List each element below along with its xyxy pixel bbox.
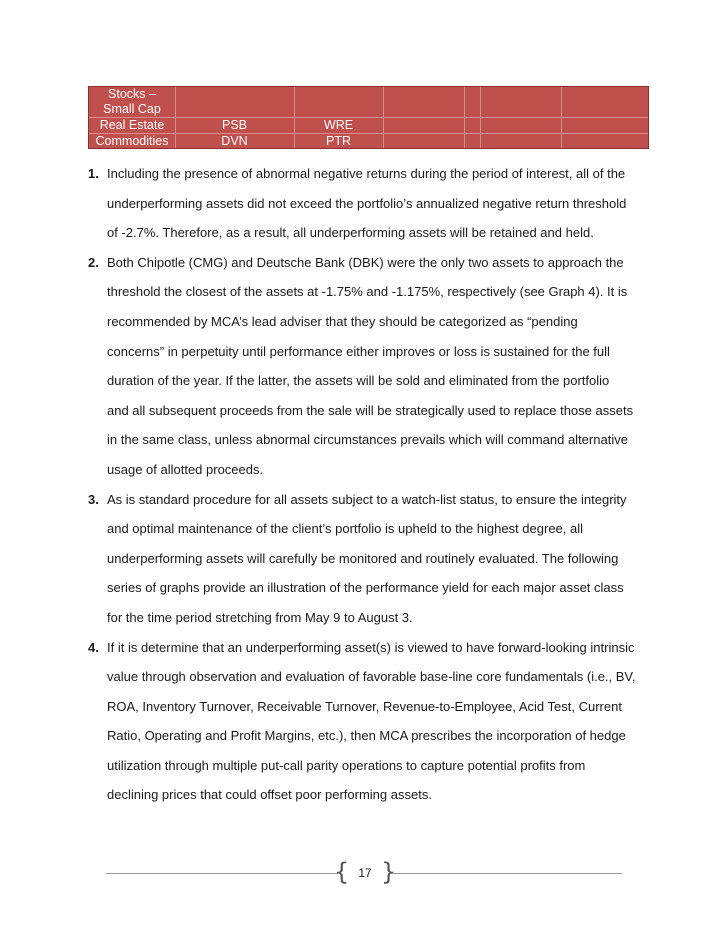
right-brace-icon: } — [381, 858, 397, 886]
list-item — [88, 485, 658, 633]
page-number: 17 — [358, 866, 372, 880]
list-item-number: 4. — [88, 639, 99, 655]
list-item-line: in the same class, unless abnormal circumstances prevails which will command alternative — [107, 432, 628, 448]
list-item-line: recommended by MCA’s lead adviser that they should be categorized as “pending — [107, 313, 578, 329]
list-item-line: underperforming assets will carefully be monitored and routinely evaluated. The following — [107, 550, 619, 566]
footer-rule-right — [393, 873, 622, 874]
list-item-line: value through observation and evaluation of favorable base-line core fundamentals (i.e., BV, — [107, 669, 636, 685]
list-item-line: ROA, Inventory Turnover, Receivable Turnover, Revenue-to-Employee, Acid Test, Current — [107, 698, 622, 714]
list-item-line: concerns” in perpetuity until performance either improves or loss is sustained for the full — [107, 343, 610, 359]
table-row-label: Real Estate — [99, 118, 165, 132]
list-item-line: duration of the year. If the latter, the assets will be sold and eliminated from the portfolio — [107, 373, 610, 389]
list-item — [88, 633, 658, 811]
list-item-line: of -2.7%. Therefore, as a result, all underperforming assets will be retained and held. — [107, 225, 594, 241]
list-item-line: for the time period stretching from May 9 to August 3. — [107, 609, 413, 625]
list-item-line: declining prices that could offset poor performing assets. — [107, 787, 432, 803]
list-item-line: As is standard procedure for all assets subject to a watch-list status, to ensure the integrity — [107, 491, 627, 507]
table-cell: PTR — [326, 134, 351, 148]
list-item — [88, 159, 658, 248]
list-item-number: 2. — [88, 254, 99, 270]
list-item-line: underperforming assets did not exceed the portfolio’s annualized negative return threshold — [107, 195, 627, 211]
list-item-line: Both Chipotle (CMG) and Deutsche Bank (DBK) were the only two assets to approach the — [107, 254, 624, 270]
list-item-line: usage of allotted proceeds. — [107, 461, 264, 477]
list-item-line: threshold the closest of the assets at -1.75% and -1.175%, respectively (see Graph 4). It is — [107, 284, 628, 300]
list-item-line: utilization through multiple put-call parity operations to capture potential profits from — [107, 757, 586, 773]
table-row-label: Stocks – — [108, 87, 156, 101]
list-item-line: Including the presence of abnormal negative returns during the period of interest, all of the — [107, 166, 626, 181]
table-row-label: Commodities — [95, 134, 169, 148]
list-item-line: series of graphs provide an illustration of the performance yield for each major asset class — [107, 580, 624, 596]
list-item-line: and all subsequent proceeds from the sale will be strategically used to replace those assets — [107, 402, 634, 418]
list-item — [88, 248, 658, 485]
table-cell: PSB — [221, 118, 247, 132]
left-brace-icon: { — [334, 858, 350, 886]
list-item-number: 1. — [88, 166, 99, 181]
list-item-line: If it is determine that an underperforming asset(s) is viewed to have forward-looking intrinsic — [107, 639, 635, 655]
recommendation-list — [88, 159, 658, 810]
table-row-label: Small Cap — [103, 102, 161, 116]
list-item-line: and optimal maintenance of the client’s portfolio is upheld to the highest degree, all — [107, 521, 584, 537]
asset-class-table — [88, 86, 649, 149]
table-cell: WRE — [323, 118, 354, 132]
table-cell: DVN — [221, 134, 248, 148]
footer-rule-left — [106, 873, 338, 874]
list-item-number: 3. — [88, 491, 99, 507]
list-item-line: Ratio, Operating and Profit Margins, etc.), then MCA prescribes the incorporation of hedge — [107, 728, 626, 744]
